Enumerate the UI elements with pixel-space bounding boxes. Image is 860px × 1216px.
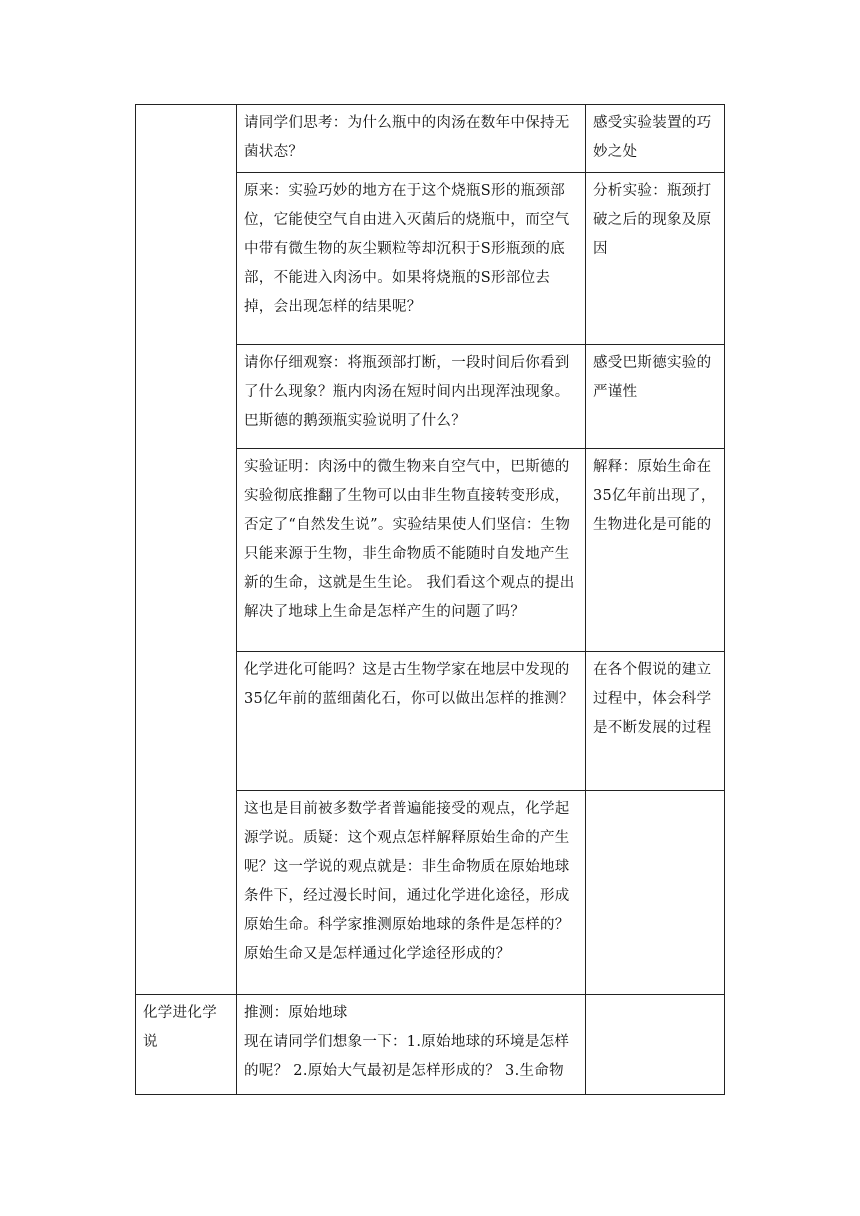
intent-cell: 解释：原始生命在35亿年前出现了，生物进化是可能的: [586, 449, 725, 652]
content-cell: 这也是目前被多数学者普遍能接受的观点，化学起源学说。质疑：这个观点怎样解释原始生命的产生呢？这一学说的观点就是：非生命物质在原始地球条件下，经过漫长时间，通过化学进化途径，形成原始生命。科学家推测原始地球的条件是怎样的？原始生命又是怎样通过化学途径形成的？: [237, 791, 586, 995]
intent-cell: [586, 995, 725, 1095]
content-cell: 请你仔细观察：将瓶颈部打断，一段时间后你看到了什么现象？瓶内肉汤在短时间内出现浑浊现象。巴斯德的鹅颈瓶实验说明了什么？: [237, 345, 586, 449]
content-cell: 实验证明：肉汤中的微生物来自空气中，巴斯德的实验彻底推翻了生物可以由非生物直接转变形成，否定了“自然发生说”。实验结果使人们坚信：生物只能来源于生物，非生命物质不能随时自发地产生新的生命，这就是生生论。 我们看这个观点的提出解决了地球上生命是怎样产生的问题了吗？: [237, 449, 586, 652]
stage-cell: 化学进化学说: [136, 995, 237, 1095]
intent-cell: 感受巴斯德实验的严谨性: [586, 345, 725, 449]
intent-cell: 感受实验装置的巧妙之处: [586, 105, 725, 173]
content-line: 推测：原始地球: [244, 1005, 348, 1021]
intent-cell: 在各个假说的建立过程中，体会科学是不断发展的过程: [586, 652, 725, 791]
table-row: [136, 995, 725, 1095]
table-row: [136, 105, 725, 173]
stage-cell-empty: [136, 105, 237, 995]
lesson-plan-table: [135, 104, 725, 1095]
intent-cell: 分析实验：瓶颈打破之后的现象及原因: [586, 173, 725, 345]
content-cell: 化学进化可能吗？这是古生物学家在地层中发现的35亿年前的蓝细菌化石，你可以做出怎样的推测？: [237, 652, 586, 791]
content-cell: 原来：实验巧妙的地方在于这个烧瓶S形的瓶颈部位，它能使空气自由进入灭菌后的烧瓶中，而空气中带有微生物的灰尘颗粒等却沉积于S形瓶颈的底部，不能进入肉汤中。如果将烧瓶的S形部位去掉，会出现怎样的结果呢？: [237, 173, 586, 345]
intent-cell: [586, 791, 725, 995]
content-cell: [237, 995, 586, 1095]
content-line: 现在请同学们想象一下：1.原始地球的环境是怎样的呢？ 2.原始大气最初是怎样形成的？ 3.生命物: [244, 1034, 570, 1079]
content-cell: 请同学们思考：为什么瓶中的肉汤在数年中保持无菌状态？: [237, 105, 586, 173]
